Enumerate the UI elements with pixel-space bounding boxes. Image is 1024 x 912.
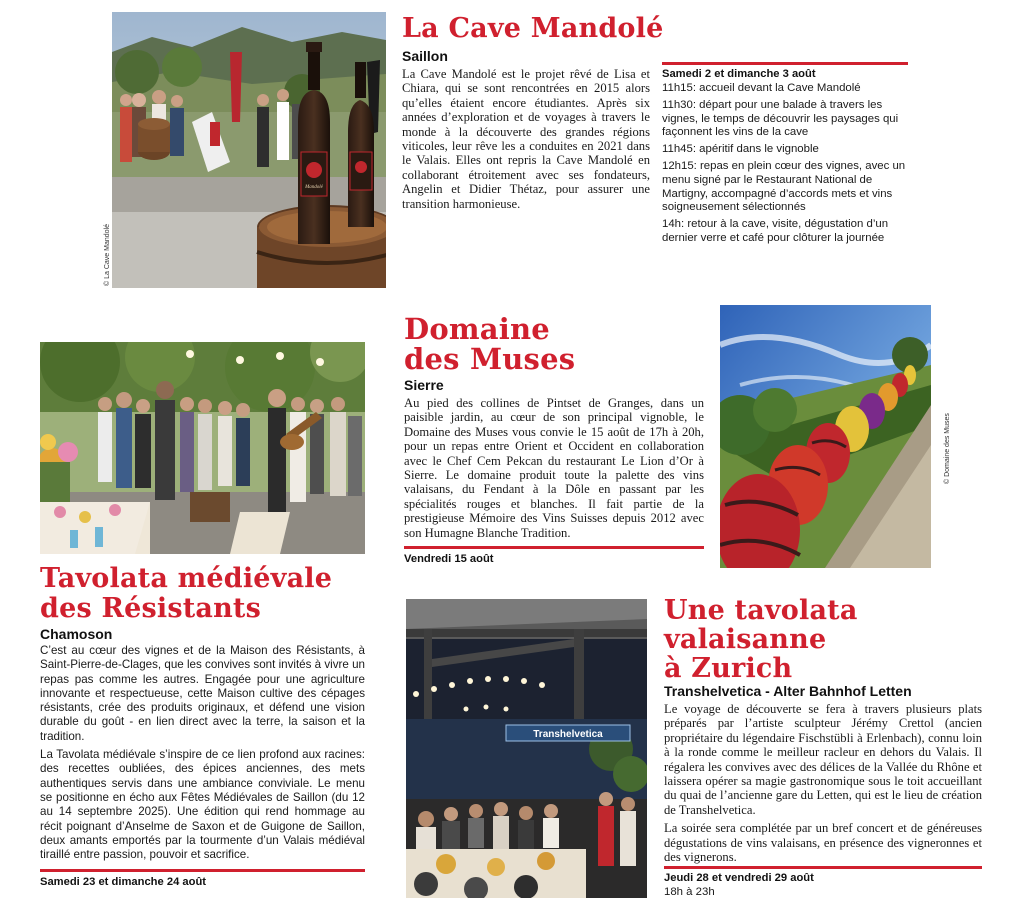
zurich-paragraph: Le voyage de découverte se fera à travers plusieurs plats préparés par l’artiste sculpteur Jérémy Crettol (ancien propriétaire du légendaire Fischstübli à Erlenbach), connu loin à la ronde comme le meilleur racleur en dehors du Valais. Il régalera les convives avec des délices de la Vallée du Rhône et laissera opérer sa magie gastronomique sous le toit accueillant du quai de l’ancienne gare du Letten, qui est le lieu de création de Transhelvetica. bbox=[664, 702, 982, 817]
cave-date: Samedi 2 et dimanche 3 août bbox=[662, 68, 816, 80]
schedule-item: 14h: retour à la cave, visite, dégustation d’un dernier verre et café pour clôturer la journée bbox=[662, 218, 889, 244]
zurich-hours: 18h à 23h bbox=[664, 886, 715, 898]
schedule-item: 11h30: départ pour une balade à travers les vignes, le temps de découvrir les paysages qui façonnent les vins de la cave bbox=[662, 98, 899, 139]
muses-date-rule bbox=[404, 546, 704, 549]
cave-schedule bbox=[662, 82, 908, 249]
cave-place: Saillon bbox=[402, 48, 448, 64]
zurich-title-line: Une tavolata bbox=[664, 595, 858, 626]
transhelvetica-sign: Transhelvetica bbox=[533, 729, 603, 740]
tavolata-title-line: Tavolata médiévale bbox=[40, 563, 333, 594]
schedule-item: 11h45: apéritif dans le vignoble bbox=[662, 143, 819, 156]
zurich-title-line: à Zurich bbox=[664, 653, 793, 684]
cave-photo-credit: © La Cave Mandolé bbox=[104, 224, 111, 286]
tavolata-paragraph: C’est au cœur des vignes et de la Maison des Résistants, à Saint-Pierre-de-Clages, que les convives sont invités à vivre un repas pas comme les autres. Engagée pour une agriculture innovante et respectueuse, cette Maison cultive des cépages résistants, crée des produits originaux, et défend une vision durable du goût - en lien direct avec la terre, la saison et la tradition. bbox=[40, 644, 365, 743]
zurich-photo bbox=[406, 599, 647, 898]
tavolata-body bbox=[40, 644, 365, 866]
cave-title: La Cave Mandolé bbox=[402, 13, 664, 44]
schedule-item: 11h15: accueil devant la Cave Mandolé bbox=[662, 82, 861, 94]
tavolata-photo bbox=[40, 342, 365, 554]
tavolata-date-rule bbox=[40, 869, 365, 872]
zurich-body bbox=[664, 702, 982, 868]
muses-body: Au pied des collines de Pintset de Granges, dans un paisible jardin, au cœur de son principal vignoble, le Domaine des Muses vous convie le 15 août de 17h à 20h, pour un repas entre Orient et Occident en collaboration avec le Chef Cem Pekcan du restaurant Le Lion d’Or à Sierre. Le domaine produit toute la palette des vins valaisans, du Fendant à la Dôle en passant par les spécialités rouges et blanches. Il fait partie de la prestigieuse Mémoire des Vins Suisses depuis 2012 avec son Humagne Blanche Tradition. bbox=[404, 396, 704, 540]
bottle-label: Mandolé bbox=[305, 185, 323, 190]
muses-date: Vendredi 15 août bbox=[404, 553, 494, 565]
zurich-paragraph: La soirée sera complétée par un bref concert et de généreuses dégustations de vins valaisans, en présence des vigneronnes et des vignerons. bbox=[664, 821, 982, 865]
schedule-item: 12h15: repas en plein cœur des vignes, avec un menu signé par le Restaurant National de Martigny, accompagné d’accords mets et vins soigneusement sélectionnés bbox=[662, 159, 906, 214]
zurich-title-line: valaisanne bbox=[664, 624, 827, 655]
cave-body: La Cave Mandolé est le projet rêvé de Lisa et Chiara, qui se sont rencontrées en 2015 alors qu’elles étaient encore étudiantes. Après six années d’exploration et de voyages à travers le monde à la découverte des grandes régions viticoles, leur rêve les a conduites en 2021 dans le Valais. Elles ont repris la Cave Mandolé en collaborant étroitement avec ses fondateurs, Angelin et Didier Thétaz, pour assurer une transition harmonieuse. bbox=[402, 67, 650, 211]
tavolata-place: Chamoson bbox=[40, 626, 113, 642]
zurich-date-rule bbox=[664, 866, 982, 869]
muses-barrels-photo bbox=[720, 305, 931, 568]
tavolata-title-line: des Résistants bbox=[40, 593, 262, 624]
muses-photo-credit: © Domaine des Muses bbox=[944, 413, 951, 484]
zurich-title bbox=[664, 596, 858, 683]
cave-mandole-photo bbox=[112, 12, 386, 288]
zurich-date: Jeudi 28 et vendredi 29 août bbox=[664, 872, 814, 884]
muses-title bbox=[404, 314, 575, 374]
muses-title-line: Domaine bbox=[404, 312, 550, 346]
muses-place: Sierre bbox=[404, 377, 444, 393]
tavolata-title bbox=[40, 564, 332, 624]
zurich-place: Transhelvetica - Alter Bahnhof Letten bbox=[664, 683, 912, 699]
tavolata-date: Samedi 23 et dimanche 24 août bbox=[40, 876, 207, 888]
cave-date-rule bbox=[662, 62, 908, 65]
muses-title-line: des Muses bbox=[404, 342, 576, 376]
tavolata-paragraph: La Tavolata médiévale s’inspire de ce lien profond aux racines: des recettes oubliées, des épices anciennes, des mets authentiques servis dans une ambiance conviviale. Le menu se positionne en écho aux Fêtes Médiévales de Saillon (du 12 au 14 septembre 2025). Une édition qui rend hommage au récit poignant d’Anselme de Saxon et de Guigone de Saillon, deux amants emportés par la tourmente d’un Valais médiéval tiraillé entre passion, pouvoir et sacrifice. bbox=[40, 748, 365, 862]
